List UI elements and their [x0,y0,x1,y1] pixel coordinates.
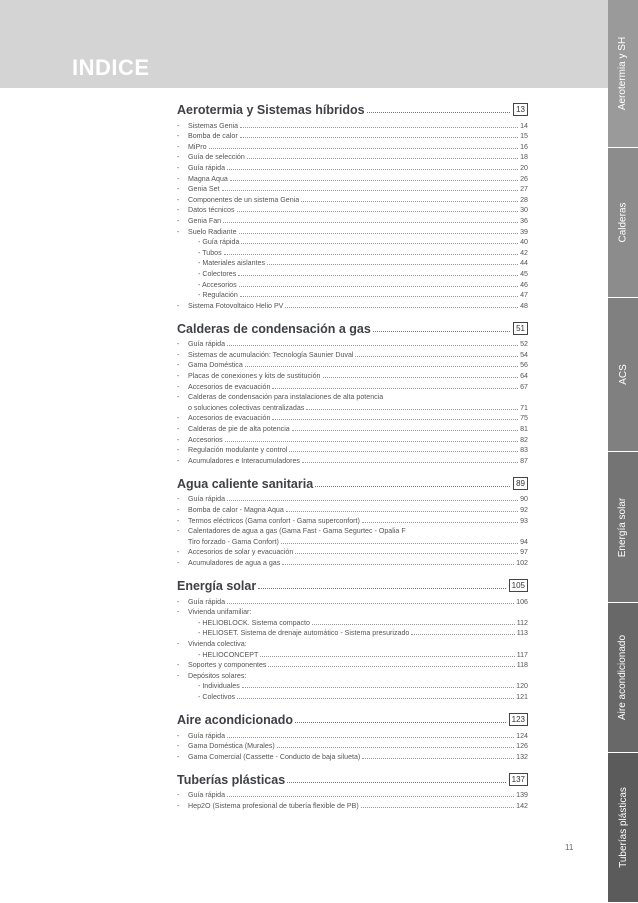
entry-bullet: - [177,163,180,172]
dot-leader [355,356,518,357]
entry-text: Sistema Fotovoltaico Helio PV [188,301,284,310]
entry-text: - Materiales aislantes [198,259,266,268]
entry-text: - Individuales [198,682,240,691]
entry-bullet: - [177,558,180,567]
toc-entry[interactable] [177,493,528,504]
dot-leader [227,737,514,738]
dot-leader [239,233,519,234]
dot-leader [240,296,518,297]
entry-bullet: - [177,608,180,617]
entry-text: Gama Doméstica [188,361,243,370]
dot-leader [295,553,518,554]
entry-bullet: - [177,216,180,225]
toc-entry[interactable] [177,556,528,567]
entry-text: Vivienda unifamiliar: [188,608,252,617]
entry-text: Regulación modulante y control [188,446,288,455]
dot-leader [227,500,518,501]
entry-page: 106 [516,597,528,606]
entry-bullet: - [177,742,180,751]
entry-page: 64 [520,372,528,381]
entry-text: Acumuladores de agua a gas [188,558,281,567]
toc-entry[interactable] [177,606,528,617]
dot-leader [227,169,518,170]
dot-leader [373,331,510,332]
entry-bullet: - [177,153,180,162]
section-heading[interactable] [177,99,528,117]
toc-section [177,318,528,465]
entry-text: Accesorios de evacuación [188,414,271,423]
entry-text: Componentes de un sistema Genia [188,195,300,204]
toc-entry[interactable] [177,183,528,194]
toc-entry[interactable] [177,289,528,300]
side-tab[interactable] [608,0,638,148]
toc-entry[interactable] [177,204,528,215]
entry-bullet: - [177,671,180,680]
toc-entry[interactable] [177,546,528,557]
entry-page: 90 [520,495,528,504]
entry-bullet: - [177,752,180,761]
side-tab[interactable] [608,753,638,903]
entry-bullet: - [177,372,180,381]
dot-leader [247,158,518,159]
dot-leader [237,698,514,699]
entry-text: MiPro [188,142,207,151]
toc-entry[interactable] [177,161,528,172]
toc-entry[interactable] [177,130,528,141]
entry-bullet: - [177,393,180,402]
dot-leader [295,722,506,723]
entry-text: Guía rápida [188,163,226,172]
entry-page: 44 [520,259,528,268]
dot-leader [281,543,518,544]
toc-entry[interactable] [177,412,528,423]
entry-page: 71 [520,403,528,412]
toc-entry[interactable] [177,267,528,278]
toc-entry[interactable] [177,119,528,130]
toc-entry[interactable] [177,193,528,204]
toc-section [177,473,528,567]
dot-leader [289,451,518,452]
toc-entry[interactable] [177,257,528,268]
section-page-box: 123 [509,713,528,726]
dot-leader [260,656,514,657]
entry-bullet: - [177,382,180,391]
entry-text: Guía rápida [188,791,226,800]
toc-entry[interactable] [177,214,528,225]
entry-text: Soportes y componentes [188,661,267,670]
entry-text: Depósitos solares: [188,671,247,680]
entry-page: 67 [520,382,528,391]
dot-leader [286,511,518,512]
entry-bullet: - [177,639,180,648]
entry-bullet: - [177,227,180,236]
entry-text: Guía rápida [188,495,226,504]
entry-bullet: - [177,597,180,606]
section-title: Agua caliente sanitaria [177,476,314,491]
side-tab-label: Energía solar [617,497,629,557]
toc-entry[interactable] [177,627,528,638]
entry-bullet: - [177,527,180,536]
entry-text: Suelo Radiante [188,227,237,236]
entry-bullet: - [177,791,180,800]
toc-entry[interactable] [177,595,528,606]
dot-leader [241,243,518,244]
side-tab[interactable] [608,298,638,452]
entry-page: 75 [520,414,528,423]
entry-bullet: - [177,185,180,194]
entry-bullet: - [177,340,180,349]
entry-page: 14 [520,121,528,130]
dot-leader [209,148,519,149]
toc-entry[interactable] [177,750,528,761]
entry-text: Calderas de pie de alta potencia [188,425,290,434]
dot-leader [223,222,518,223]
dot-leader [240,127,518,128]
entry-page: 102 [516,558,528,567]
toc-entry[interactable] [177,637,528,648]
toc-entry[interactable] [177,225,528,236]
entry-page: 120 [516,682,528,691]
dot-leader [292,430,518,431]
entry-bullet: - [177,121,180,130]
entry-text: Tiro forzado - Gama Confort) [188,537,279,546]
section-page-box: 105 [509,579,528,592]
entry-text: Vivienda colectiva: [188,639,247,648]
entry-page: 113 [516,629,528,638]
entry-bullet: - [177,142,180,151]
section-page-box: 89 [513,477,528,490]
entry-text: - Regulación [198,291,238,300]
entry-bullet: - [177,301,180,310]
toc-entry[interactable] [177,789,528,800]
dot-leader [312,624,515,625]
toc-entry[interactable] [177,391,528,402]
entry-text: - Guía rápida [198,238,240,247]
entry-text: Genia Fan [188,216,222,225]
entry-text: Placas de conexiones y kits de sustitución [188,372,321,381]
entry-text: - HELIOBLOCK. Sistema compacto [198,618,310,627]
entry-bullet: - [177,361,180,370]
entry-text: - HELIOCONCEPT [198,650,259,659]
dot-leader [277,747,514,748]
entry-page: 42 [520,248,528,257]
entry-page: 40 [520,238,528,247]
toc-entry[interactable] [177,680,528,691]
section-page-box: 51 [513,322,528,335]
toc-entry[interactable] [177,380,528,391]
entry-text: - Colectivos [198,692,236,701]
dot-leader [242,687,514,688]
toc-entry[interactable] [177,799,528,810]
dot-leader [239,286,518,287]
dot-leader [222,190,519,191]
dot-leader [238,275,518,276]
dot-leader [272,388,518,389]
dot-leader [240,137,518,138]
entry-page: 87 [520,456,528,465]
dot-leader [315,486,510,487]
toc-entry[interactable] [177,433,528,444]
toc-entry[interactable] [177,246,528,257]
section-heading[interactable] [177,575,528,593]
entry-text: Guía rápida [188,731,226,740]
section-page-box: 137 [509,773,528,786]
entry-text: Calentadores de agua a gas (Gama Fast - Gama Segurtec - Opalia F [188,527,406,536]
entry-page: 117 [516,650,528,659]
entry-page: 121 [516,692,528,701]
entry-text: - Tubos [198,248,222,257]
toc-entry[interactable] [177,503,528,514]
entry-page: 28 [520,195,528,204]
entry-page: 142 [516,801,528,810]
toc-entry[interactable] [177,401,528,412]
dot-leader [361,807,514,808]
toc-section [177,575,528,701]
toc-entry[interactable] [177,525,528,536]
section-heading[interactable] [177,318,528,336]
entry-page: 52 [520,340,528,349]
entry-page: 82 [520,435,528,444]
entry-page: 47 [520,291,528,300]
side-tab-label: ACS [617,364,629,385]
dot-leader [306,409,518,410]
toc-entry[interactable] [177,535,528,546]
dot-leader [245,366,518,367]
entry-text: Guía rápida [188,340,226,349]
entry-page: 118 [516,661,528,670]
side-tab-label: Calderas [617,202,629,243]
entry-page: 27 [520,185,528,194]
entry-page: 83 [520,446,528,455]
dot-leader [227,345,518,346]
entry-bullet: - [177,132,180,141]
section-title: Tuberías plásticas [177,772,286,787]
entry-bullet: - [177,456,180,465]
section-tabs [608,0,638,903]
side-tab-label: Aerotermia y SH [617,36,629,111]
side-tab-label: Aire acondicionado [617,634,629,721]
toc-entry[interactable] [177,151,528,162]
page-number: 11 [565,843,574,852]
section-title: Aerotermia y Sistemas híbridos [177,103,365,117]
toc-section [177,709,528,761]
entry-page: 56 [520,361,528,370]
entry-page: 26 [520,174,528,183]
dot-leader [227,796,514,797]
entry-bullet: - [177,495,180,504]
entry-bullet: - [177,435,180,444]
page-title: INDICE [72,55,150,80]
entry-page: 46 [520,280,528,289]
entry-text: Accesorios [188,435,223,444]
toc-entry[interactable] [177,236,528,247]
entry-bullet: - [177,516,180,525]
entry-text: Sistemas Genia [188,121,239,130]
section-heading[interactable] [177,709,528,727]
side-tab[interactable] [608,603,638,753]
entry-text: Magna Aqua [188,174,228,183]
section-title: Aire acondicionado [177,712,293,727]
entry-bullet: - [177,801,180,810]
dot-leader [225,441,518,442]
entry-bullet: - [177,174,180,183]
entry-page: 16 [520,142,528,151]
entry-text: Datos técnicos [188,206,235,215]
entry-text: Accesorios de solar y evacuación [188,548,294,557]
dot-leader [268,666,514,667]
dot-leader [267,264,518,265]
entry-bullet: - [177,506,180,514]
side-tab[interactable] [608,148,638,298]
toc-entry[interactable] [177,690,528,701]
dot-leader [285,307,518,308]
entry-page: 93 [520,516,528,525]
toc-entry[interactable] [177,278,528,289]
toc-entry[interactable] [177,140,528,151]
dot-leader [272,419,518,420]
entry-page: 45 [520,269,528,278]
entry-page: 18 [520,153,528,162]
dot-leader [362,758,514,759]
entry-text: Sistemas de acumulación: Tecnología Saunier Duval [188,350,354,359]
entry-bullet: - [177,661,180,670]
entry-bullet: - [177,731,180,740]
toc-entry[interactable] [177,659,528,670]
entry-text: Accesorios de evacuación [188,382,271,391]
entry-page: 15 [520,132,528,141]
entry-page: 54 [520,350,528,359]
section-heading[interactable] [177,769,528,787]
entry-page: 97 [520,548,528,557]
entry-page: 126 [516,742,528,751]
entry-page: 112 [516,618,528,627]
entry-text: Guía de selección [188,153,245,162]
dot-leader [237,211,519,212]
dot-leader [367,112,511,113]
entry-page: 124 [516,731,528,740]
entry-page: 20 [520,163,528,172]
toc-entry[interactable] [177,514,528,525]
dot-leader [323,377,519,378]
toc-entry[interactable] [177,444,528,455]
entry-page: 139 [516,791,528,800]
dot-leader [362,522,518,523]
entry-text: Gama Comercial (Cassette - Conducto de baja silueta) [188,752,361,761]
dot-leader [258,588,505,589]
entry-bullet: - [177,414,180,423]
toc-entry[interactable] [177,369,528,380]
entry-text: Bomba de calor - Magna Aqua [188,506,284,514]
entry-page: 48 [520,301,528,310]
dot-leader [302,462,518,463]
toc-entry[interactable] [177,172,528,183]
entry-text: - Accesorios [198,280,237,289]
toc-entry[interactable] [177,740,528,751]
entry-bullet: - [177,446,180,455]
section-title: Energía solar [177,578,257,593]
dot-leader [301,201,518,202]
toc-entry[interactable] [177,348,528,359]
entry-bullet: - [177,425,180,434]
entry-bullet: - [177,350,180,359]
toc-entry[interactable] [177,359,528,370]
entry-page: 36 [520,216,528,225]
entry-page: 39 [520,227,528,236]
toc-entry[interactable] [177,422,528,433]
entry-text: o soluciones colectivas centralizadas [188,403,305,412]
dot-leader [282,564,514,565]
entry-page: 30 [520,206,528,215]
entry-text: Genia Set [188,185,220,194]
entry-text: Hep2O (Sistema profesional de tubería flexible de PB) [188,801,359,810]
toc-entry[interactable] [177,299,528,310]
entry-text: Gama Doméstica (Murales) [188,742,275,751]
entry-text: Bomba de calor [188,132,238,141]
entry-text: Guía rápida [188,597,226,606]
section-page-box: 13 [513,103,528,116]
side-tab[interactable] [608,452,638,603]
entry-page: 132 [516,752,528,761]
toc-entry[interactable] [177,338,528,349]
entry-bullet: - [177,195,180,204]
dot-leader [224,254,518,255]
dot-leader [230,180,518,181]
entry-text: Calderas de condensación para instalaciones de alta potencia [188,393,384,402]
entry-page: 94 [520,537,528,546]
section-heading[interactable] [177,473,528,491]
dot-leader [411,634,514,635]
side-tab-label: Tuberías plásticas [617,787,629,868]
toc-section [177,769,528,810]
entry-text: Acumuladores e Interacumuladores [188,456,300,465]
entry-bullet: - [177,206,180,215]
entry-bullet: - [177,548,180,557]
toc-entry[interactable] [177,669,528,680]
dot-leader [227,603,514,604]
toc-entry[interactable] [177,648,528,659]
entry-text: - HELIOSET. Sistema de drenaje automático - Sistema presurizado [198,629,410,638]
entry-page: 92 [520,506,528,514]
toc-section [177,99,528,310]
entry-text: Termos eléctricos (Gama confort - Gama superconfort) [188,516,360,525]
dot-leader [287,782,505,783]
toc-entry[interactable] [177,729,528,740]
entry-text: - Colectores [198,269,237,278]
toc-entry[interactable] [177,616,528,627]
table-of-contents [177,99,528,818]
section-title: Calderas de condensación a gas [177,321,371,336]
toc-entry[interactable] [177,454,528,465]
entry-page: 81 [520,425,528,434]
